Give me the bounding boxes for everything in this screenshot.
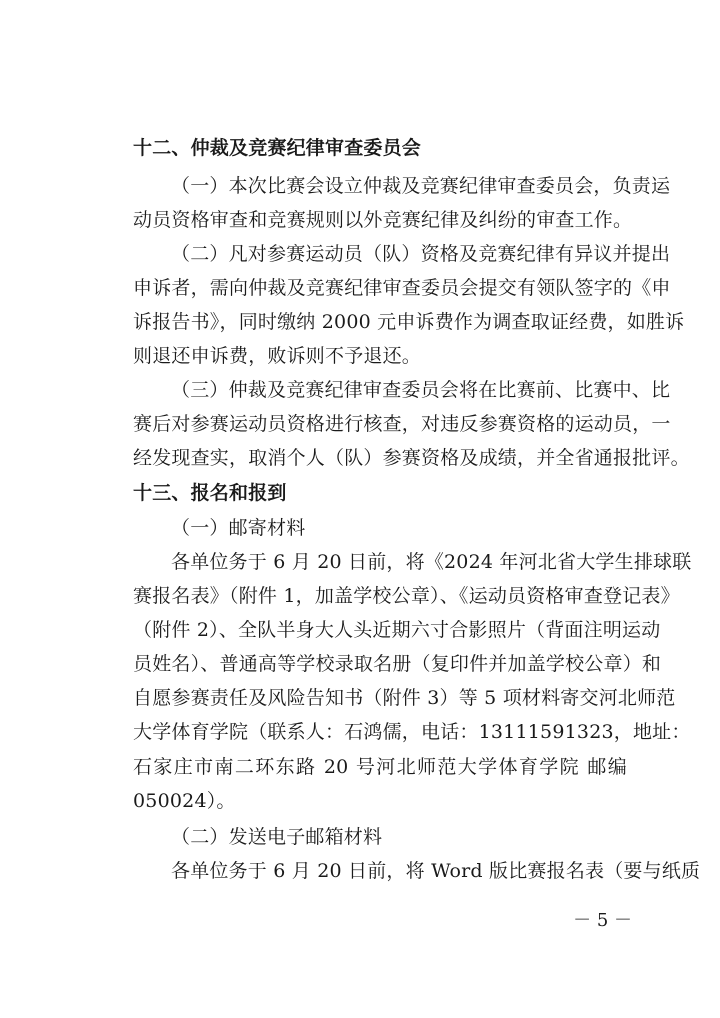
paragraph-line: 自愿参赛责任及风险告知书（附件 3）等 5 项材料寄交河北师范 xyxy=(133,687,676,709)
paragraph-line: 员姓名）、普通高等学校录取名册（复印件并加盖学校公章）和 xyxy=(133,653,662,675)
paragraph-line: （一）本次比赛会设立仲裁及竞赛纪律审查委员会，负责运 xyxy=(171,175,671,197)
paragraph-line: 诉报告书》，同时缴纳 2000 元申诉费作为调查取证经费，如胜诉 xyxy=(133,311,685,333)
section-heading-arbitration: 十二、仲裁及竞赛纪律审查委员会 xyxy=(133,137,422,159)
paragraph-line: （附件 2）、全队半身大人头近期六寸合影照片（背面注明运动 xyxy=(133,619,661,641)
paragraph-line: 赛后对参赛运动员资格进行核查，对违反参赛资格的运动员，一 xyxy=(133,413,671,435)
paragraph-line: （二）凡对参赛运动员（队）资格及竞赛纪律有异议并提出 xyxy=(171,243,671,265)
paragraph-line: 申诉者，需向仲裁及竞赛纪律审查委员会提交有领队签字的《申 xyxy=(133,277,671,299)
paragraph-line: 则退还申诉费，败诉则不予退还。 xyxy=(133,345,422,367)
page-number: － 5 － xyxy=(573,910,632,931)
paragraph-line: （三）仲裁及竞赛纪律审查委员会将在比赛前、比赛中、比 xyxy=(171,379,671,401)
subsection-title-email: （二）发送电子邮箱材料 xyxy=(171,826,383,848)
paragraph-line: 各单位务于 6 月 20 日前，将 Word 版比赛报名表（要与纸质 xyxy=(171,860,701,882)
paragraph-line: 赛报名表》（附件 1，加盖学校公章）、《运动员资格审查登记表》 xyxy=(133,585,680,607)
paragraph-line: 各单位务于 6 月 20 日前，将《2024 年河北省大学生排球联 xyxy=(171,551,692,573)
paragraph-line: 050024）。 xyxy=(133,790,236,812)
paragraph-line: 动员资格审查和竞赛规则以外竞赛纪律及纠纷的审查工作。 xyxy=(133,209,633,231)
paragraph-line: 经发现查实，取消个人（队）参赛资格及成绩，并全省通报批评。 xyxy=(133,447,690,469)
paragraph-line: 石家庄市南二环东路 20 号河北师范大学体育学院 邮编 xyxy=(133,756,627,778)
section-heading-registration: 十三、报名和报到 xyxy=(133,482,287,504)
paragraph-line: 大学体育学院（联系人：石鸿儒，电话：13111591323，地址： xyxy=(133,721,691,743)
subsection-title-mail: （一）邮寄材料 xyxy=(171,517,306,539)
